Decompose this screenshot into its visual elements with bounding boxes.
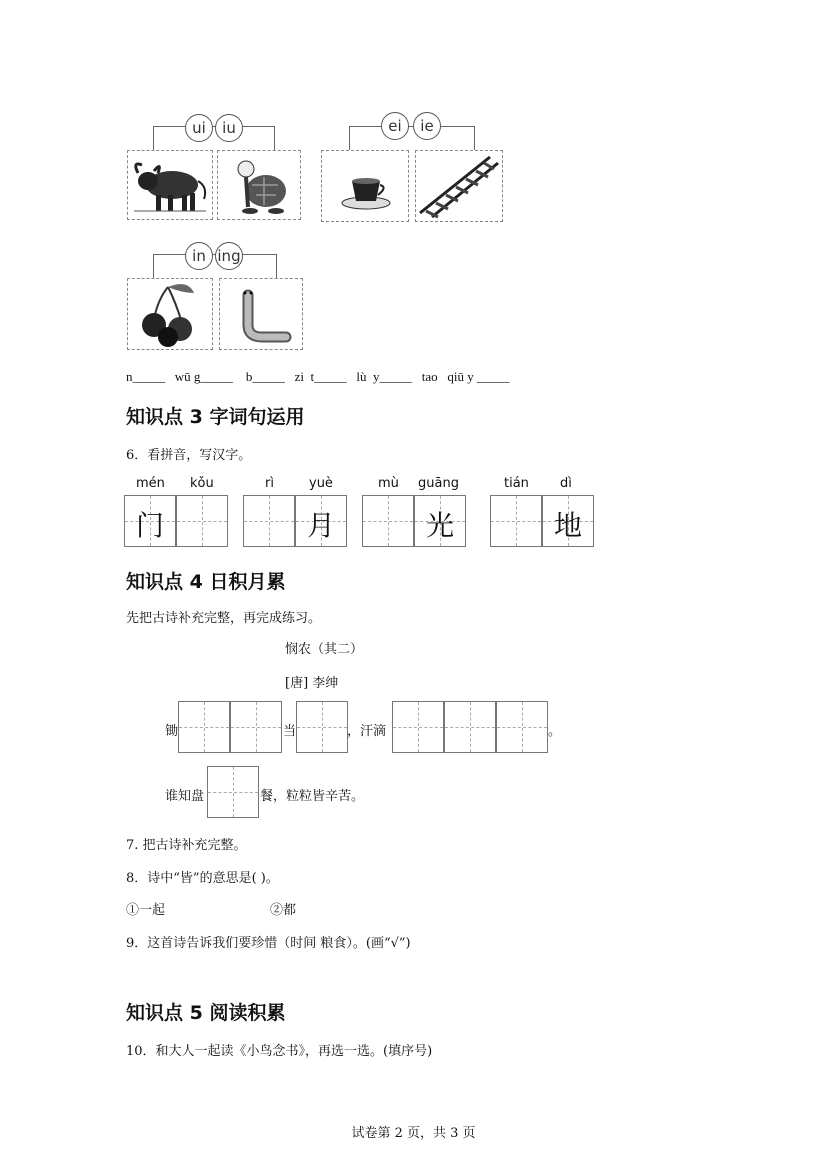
pinyin-label: tián [504,476,529,491]
char-cell[interactable] [176,495,228,547]
pinyin-label: mù [378,476,399,491]
q8-option[interactable]: ②都 [270,903,297,918]
pinyin-group-1 [127,112,236,222]
section-heading: 知识点 3 字词句运用 [126,406,305,428]
pinyin-circle: ei [381,112,409,140]
char-cell[interactable] [444,701,496,753]
char-cell[interactable] [392,701,444,753]
char-cell[interactable] [490,495,542,547]
char-cell[interactable] [243,495,295,547]
question-6: 6．看拼音，写汉字。 [126,448,252,463]
pinyin-group-2 [321,112,511,222]
word-grid-4[interactable] [490,476,596,550]
word-grid-3[interactable] [362,476,468,550]
pinyin-circle: ie [413,112,441,140]
pinyin-label: mén [136,476,165,491]
pinyin-label: dì [560,476,572,491]
char-cell[interactable]: 月 [295,495,347,547]
turtle-icon [218,151,300,219]
poem-text: 当 [283,724,297,739]
char-cell[interactable] [362,495,414,547]
poem-text: 谁知盘 [165,789,205,804]
picture-box [415,150,503,222]
picture-box [219,278,303,350]
q8-option[interactable]: ①一起 [126,903,166,918]
word-grid-2[interactable] [243,476,349,550]
char-cell[interactable]: 光 [414,495,466,547]
section-heading: 知识点 4 日积月累 [126,571,286,593]
pinyin-circle: iu [215,114,243,142]
poem-text: 。 [548,724,562,739]
poem-instruction: 先把古诗补充完整，再完成练习。 [126,611,322,626]
railway-track-icon [416,151,502,221]
poem-blank[interactable] [207,766,259,818]
pinyin-label: guāng [418,476,459,491]
question-9: 9．这首诗告诉我们要珍惜（时间 粮食）。(画“√”) [126,936,411,951]
poem-text: 餐，粒粒皆辛苦。 [260,789,365,804]
cherry-icon [128,279,212,349]
poem-blank[interactable] [296,701,348,753]
group-bracket [349,126,475,153]
poem-text: ，汗滴 [347,724,387,739]
poem-title: 悯农（其二） [285,642,364,657]
picture-box [127,278,213,350]
pinyin-group-3 [127,240,307,352]
pinyin-label: rì [265,476,274,491]
picture-box [217,150,301,220]
pinyin-answer-line[interactable]: n_____ wū g_____ b_____ zi t_____ lù y_____ tao qiū y _____ [126,369,510,384]
char-cell[interactable]: 门 [124,495,176,547]
char-cell[interactable] [496,701,548,753]
pinyin-label: yuè [309,476,333,491]
char-cell[interactable] [207,766,259,818]
coffee-cup-icon [322,151,408,221]
char-cell[interactable]: 地 [542,495,594,547]
poem-author: [唐] 李绅 [285,676,339,691]
poem-text: 锄 [165,724,179,739]
char-cell[interactable] [296,701,348,753]
picture-box [127,150,213,220]
word-grid-1[interactable] [124,476,230,550]
pinyin-circle: in [185,242,213,270]
page-footer: 试卷第 2 页，共 3 页 [351,1126,476,1141]
worm-icon [220,279,302,349]
poem-blank[interactable] [392,701,548,753]
section-heading: 知识点 5 阅读积累 [126,1002,286,1024]
question-8: 8．诗中“皆”的意思是( )。 [126,871,279,886]
pinyin-circle: ing [215,242,243,270]
pinyin-label: kǒu [190,476,214,491]
pinyin-circle: ui [185,114,213,142]
question-7: 7. 把古诗补充完整。 [126,838,247,853]
buffalo-icon [128,151,212,219]
picture-box [321,150,409,222]
char-cell[interactable] [230,701,282,753]
char-cell[interactable] [178,701,230,753]
group-bracket [153,126,275,153]
poem-blank[interactable] [178,701,282,753]
question-10: 10．和大人一起读《小鸟念书》，再选一选。(填序号) [126,1044,433,1059]
